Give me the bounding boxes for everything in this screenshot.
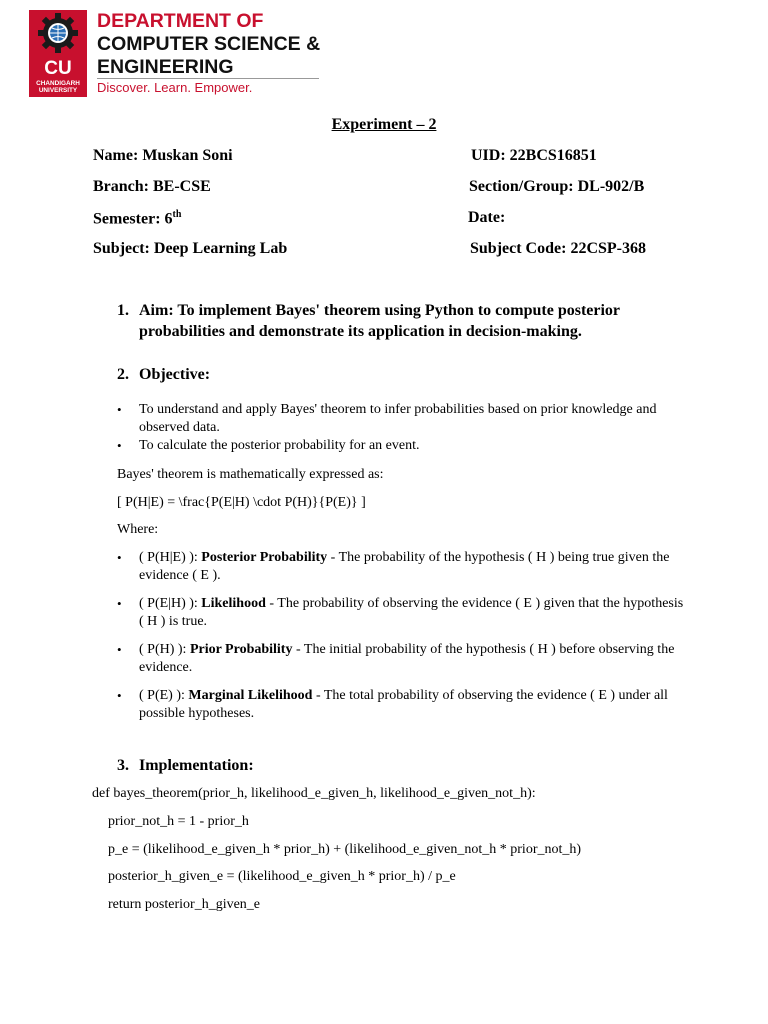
code-line: prior_not_h = 1 - prior_h — [108, 814, 249, 829]
bayes-formula: [ P(H|E) = \frac{P(E|H) \cdot P(H)}{P(E)} ] — [117, 495, 366, 510]
semester — [93, 209, 181, 228]
term-name: Likelihood — [201, 596, 266, 611]
logo-university-text: CHANDIGARH UNIVERSITY — [36, 80, 80, 94]
term-desc: - The total probability of observing the evidence ( E ) under all possible hypotheses. — [139, 688, 668, 721]
term-desc: - The probability of the hypothesis ( H ) being true given the evidence ( E ). — [139, 550, 670, 583]
implementation-heading-text: Implementation: — [139, 757, 254, 774]
list-item — [117, 641, 687, 677]
term-name: Prior Probability — [189, 642, 293, 657]
term-desc: - The probability of observing the evidence ( E ) given that the hypothesis ( H ) is true. — [139, 596, 684, 629]
subject: Subject: Deep Learning Lab — [93, 240, 288, 257]
subject-code: Subject Code: 22CSP-368 — [470, 240, 646, 257]
student-uid: UID: 22BCS16851 — [471, 147, 597, 164]
term-name: Posterior Probability — [201, 550, 328, 565]
objective-list — [117, 401, 687, 455]
department-name — [97, 10, 320, 79]
aim-number: 1. — [117, 302, 129, 319]
list-item — [117, 595, 687, 631]
term-symbol: ( P(H) ): — [139, 642, 190, 657]
objective-number: 2. — [117, 366, 129, 383]
section-group: Section/Group: DL-902/B — [469, 178, 645, 195]
gear-emblem-icon — [29, 10, 87, 60]
university-logo — [29, 10, 87, 97]
branch: Branch: BE-CSE — [93, 178, 211, 195]
term-list — [117, 549, 687, 723]
dept-line-2: COMPUTER SCIENCE & — [97, 33, 321, 55]
dept-line-3: ENGINEERING — [97, 56, 234, 78]
formula-intro: Bayes' theorem is mathematically expressed as: — [117, 467, 384, 482]
code-line: return posterior_h_given_e — [108, 897, 261, 912]
code-line: posterior_h_given_e = (likelihood_e_given_h * prior_h) / p_e — [108, 869, 456, 884]
list-item — [117, 687, 687, 723]
aim-text — [139, 300, 699, 342]
implementation-number: 3. — [117, 757, 129, 774]
term-symbol: ( P(H|E) ): — [139, 550, 202, 565]
department-header — [29, 10, 339, 98]
dept-line-1: DEPARTMENT OF — [97, 10, 264, 32]
semester-suffix: th — [172, 209, 182, 220]
semester-text: Semester: 6 — [93, 210, 173, 228]
tagline: Discover. Learn. Empower. — [97, 80, 253, 95]
list-item — [117, 549, 687, 585]
term-desc: - The initial probability of the hypothesis ( H ) before observing the evidence. — [139, 642, 675, 675]
student-name: Name: Muskan Soni — [93, 147, 233, 164]
code-line: p_e = (likelihood_e_given_h * prior_h) + (likelihood_e_given_not_h * prior_not_h) — [108, 842, 582, 857]
where-label: Where: — [117, 522, 159, 537]
term-symbol: ( P(E|H) ): — [139, 596, 202, 611]
logo-cu-text: CU — [44, 58, 72, 79]
objective-heading-text: Objective: — [139, 366, 211, 383]
aim-line-2: probabilities and demonstrate its application in decision-making. — [139, 323, 582, 340]
list-item: • To calculate the posterior probability for an event. — [117, 437, 687, 455]
term-symbol: ( P(E) ): — [139, 688, 189, 703]
term-name: Marginal Likelihood — [188, 688, 313, 703]
header-divider — [97, 78, 319, 79]
code-line: def bayes_theorem(prior_h, likelihood_e_given_h, likelihood_e_given_not_h): — [92, 786, 536, 801]
aim-line-1: Aim: To implement Bayes' theorem using Python to compute posterior — [139, 302, 621, 319]
list-item: • To understand and apply Bayes' theorem to infer probabilities based on prior knowledge and observed data. — [117, 401, 687, 437]
date: Date: — [468, 209, 506, 226]
experiment-title: Experiment – 2 — [331, 116, 437, 133]
